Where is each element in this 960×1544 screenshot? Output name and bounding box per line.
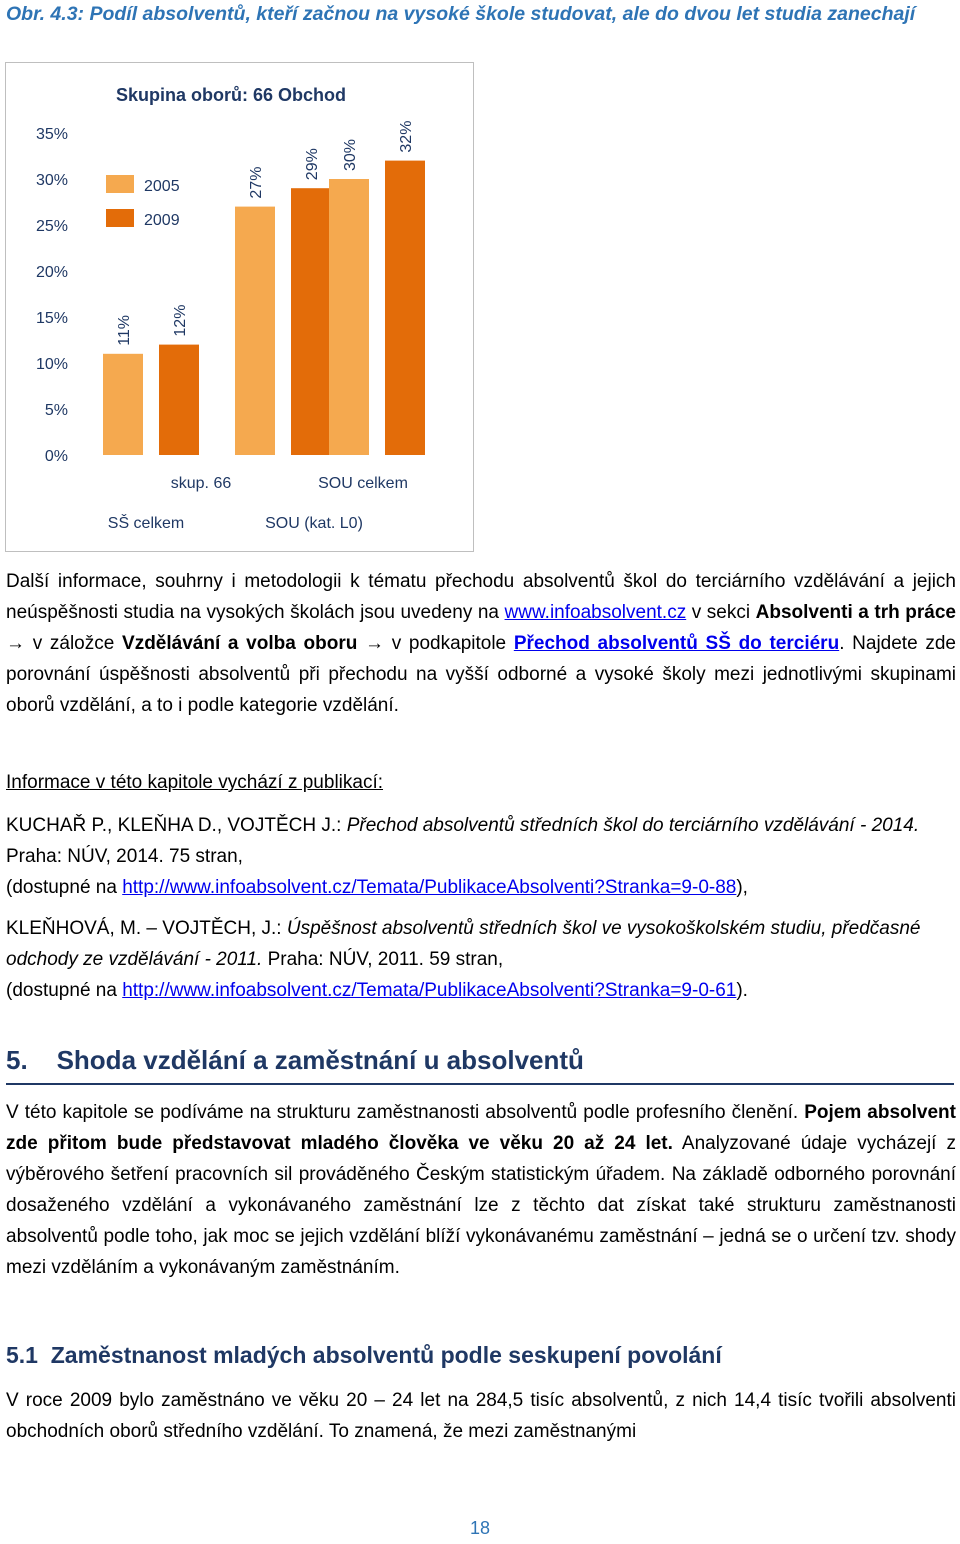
ref1-end: ), [736, 877, 748, 898]
bar-chart [5, 62, 474, 552]
y-tick-label: 25% [35, 218, 68, 235]
legend-label: 2005 [144, 178, 180, 195]
p1-text-a: Další informace, souhrny i metodologii k tématu přechodu absolventů škol do terciárního vzdělávání a jejich neúspěšnosti studia na vysokých školách jsou uvedeny na [6, 571, 956, 623]
y-tick-label: 35% [35, 126, 68, 143]
heading-section-5: 5. Shoda vzdělání a zaměstnání u absolventů [6, 1043, 954, 1085]
bar-value-label: 12% [172, 304, 189, 337]
ref1-link[interactable]: http://www.infoabsolvent.cz/Temata/PublikaceAbsolventi?Stranka=9-0-88 [122, 877, 737, 898]
ref1-pub: Praha: NÚV, 2014. 75 stran, [6, 846, 243, 867]
bar-value-label: 11% [116, 314, 133, 346]
p1-bold-section: Absolventi a trh práce [755, 602, 956, 623]
link-prechod[interactable]: Přechod absolventů SŠ do terciéru [513, 633, 840, 654]
ref2-avail: (dostupné na [6, 980, 123, 1001]
p4-text: V roce 2009 bylo zaměstnáno ve věku 20 – 24 let na 284,5 tisíc absolventů, z nich 14,4 tisíc tvořili absolventi obchodních oborů středního vzdělání. To znamená, že mezi zaměstnanými [6, 1390, 956, 1442]
bar-value-label: 30% [342, 138, 359, 171]
bar [329, 179, 369, 455]
x-label-lower: SŠ celkem [107, 515, 185, 532]
chart-title: Skupina oborů: 66 Obchod [115, 85, 347, 105]
ref2-title: Úspěšnost absolventů středních škol ve vysokoškolském studiu, předčasné odchody ze vzdělávání - 2011. [6, 918, 921, 970]
paragraph-section-5 [6, 1097, 956, 1283]
figure-caption: Obr. 4.3: Podíl absolventů, kteří začnou na vysoké škole studovat, ale do dvou let studia zanechají [6, 3, 916, 25]
p1-text-c: v záložce [25, 633, 123, 654]
reference-2 [6, 913, 956, 1006]
ref1-authors: KUCHAŘ P., KLEŇHA D., VOJTĚCH J.: [6, 815, 347, 836]
heading-section-5-1: 5.1 Zaměstnanost mladých absolventů podle seskupení povolání [6, 1342, 722, 1368]
ref1-title: Přechod absolventů středních škol do terciárního vzdělávání - 2014. [346, 815, 920, 836]
y-tick-label: 0% [44, 448, 68, 465]
paragraph-section-5-1 [6, 1385, 956, 1447]
p1-text-d: v podkapitole [384, 633, 514, 654]
p3-text-c: Analyzované údaje vycházejí z výběrového šetření pracovních sil prováděného Českým statistickým úřadem. Na základě odborného porovnání dosaženého vzdělání a vykonávaného zaměstnání lze z těchto dat získat také strukturu zaměstnanosti absolventů podle toho, jak moc se jejich vzdělání blíží vykonávanému zaměstnání – jedná se o určení tzv. shody mezi vzděláním a vykonávaným zaměstnáním. [6, 1133, 956, 1278]
x-label-upper: skup. 66 [170, 475, 232, 492]
bar [159, 345, 199, 455]
y-tick-label: 15% [35, 310, 68, 327]
bar-value-label: 29% [304, 148, 321, 181]
p1-text-e: . Najdete zde porovnání úspěšnosti absolventů při přechodu na vyšší odborné a vysoké školy mezi jednotlivými skupinami oborů vzdělání, a to i podle kategorie vzdělání. [6, 633, 956, 716]
y-tick-label: 30% [35, 172, 68, 189]
ref1-avail: (dostupné na [6, 877, 123, 898]
legend-label: 2009 [144, 212, 180, 229]
y-tick-label: 5% [44, 402, 68, 419]
bar [291, 188, 331, 455]
page-number: 18 [469, 1518, 491, 1538]
bar [235, 207, 275, 455]
sources-intro [6, 767, 956, 798]
chart-svg [6, 63, 473, 551]
p3-text-a: V této kapitole se podíváme na strukturu zaměstnanosti absolventů podle profesního členění. [6, 1102, 805, 1123]
p3-bold: Pojem absolvent zde přitom bude představovat mladého člověka ve věku 20 až 24 let. [6, 1102, 956, 1154]
bar-value-label: 32% [398, 120, 415, 153]
bar [385, 161, 425, 455]
x-label-upper: SOU celkem [318, 475, 408, 492]
legend-swatch [106, 175, 134, 193]
x-label-lower: SOU (kat. L0) [265, 515, 363, 532]
sources-intro-text: Informace v této kapitole vychází z publikací: [6, 772, 384, 793]
y-tick-label: 20% [35, 264, 68, 281]
arrow-icon: → [365, 633, 385, 654]
reference-1 [6, 810, 956, 903]
p1-bold-tab: Vzdělávání a volba oboru [122, 633, 358, 654]
y-tick-label: 10% [35, 356, 68, 373]
ref2-pub: Praha: NÚV, 2011. 59 stran, [262, 949, 504, 970]
ref2-authors: KLEŇHOVÁ, M. – VOJTĚCH, J.: [6, 918, 287, 939]
p1-text-b: v sekci [686, 602, 756, 623]
link-infoabsolvent[interactable]: www.infoabsolvent.cz [504, 602, 687, 623]
ref2-link[interactable]: http://www.infoabsolvent.cz/Temata/PublikaceAbsolventi?Stranka=9-0-61 [122, 980, 737, 1001]
legend-swatch [106, 209, 134, 227]
bar [103, 354, 143, 455]
paragraph-info [6, 566, 956, 721]
bar-value-label: 27% [248, 166, 265, 199]
ref2-end: ). [736, 980, 748, 1001]
arrow-icon: → [6, 633, 25, 654]
